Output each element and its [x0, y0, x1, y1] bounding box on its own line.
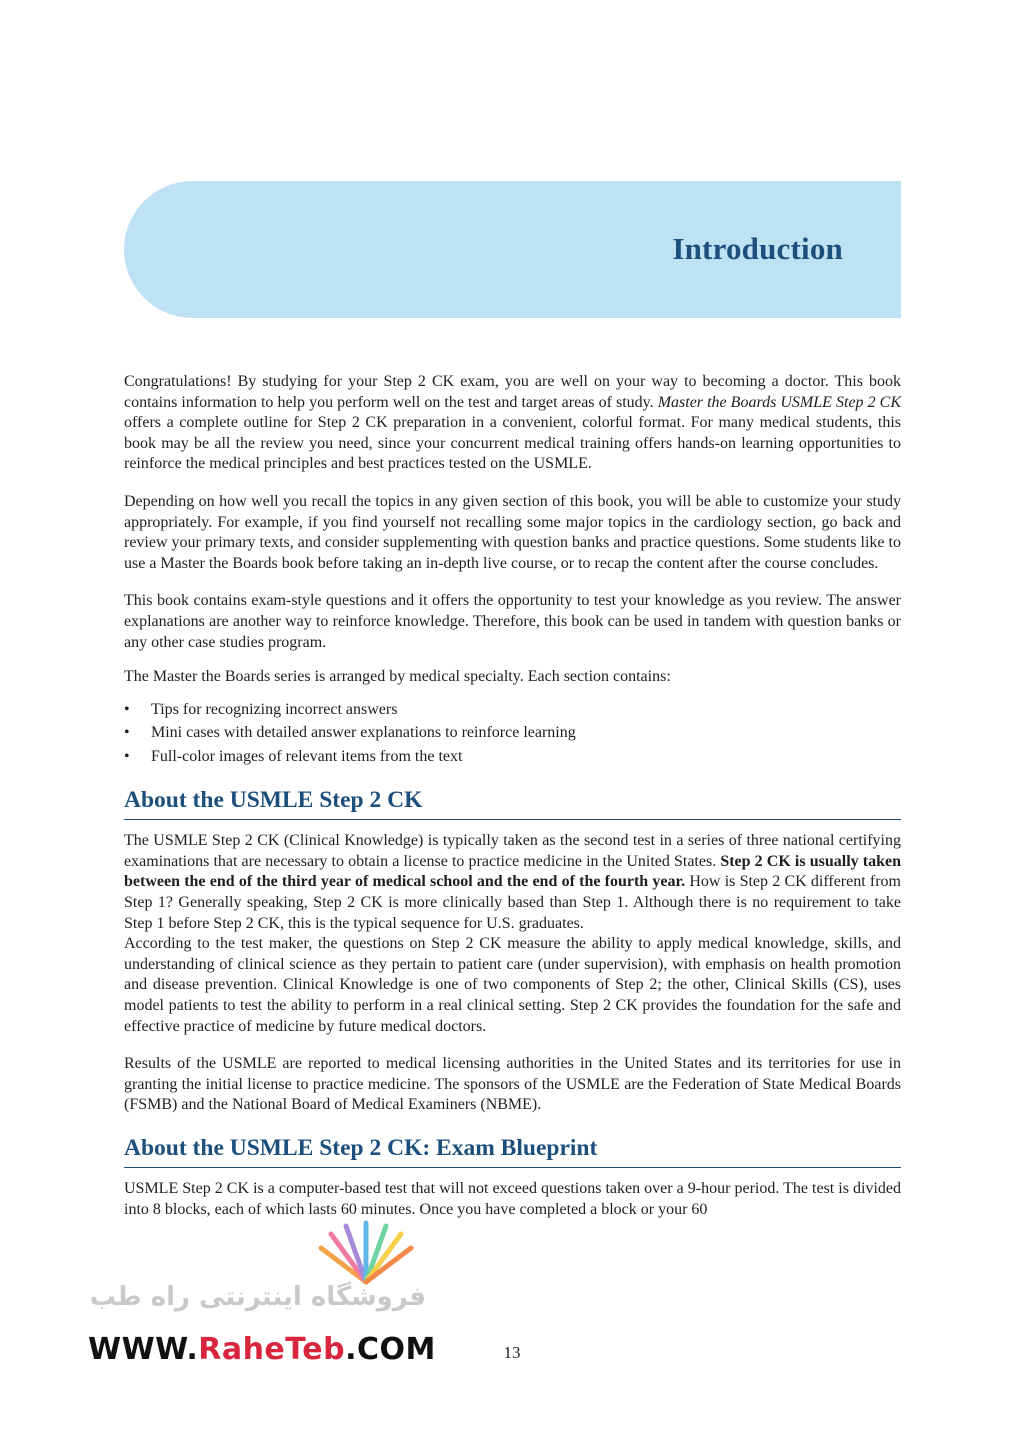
bullet-icon: • [124, 724, 130, 742]
intro-p1-text-cont: offers a complete outline for Step 2 CK preparation in a convenient, colorful format. For many medical students, this book may be all the review you need, since your concurrent medical training offers hands-on learning opportunities to reinforce the medical principles and best practices tested on the USMLE. [124, 414, 901, 473]
list-item [124, 698, 901, 722]
url-brand: RaheTeb [198, 1332, 346, 1367]
about-p1-bold: Step 2 CK is usually taken between the end of the third year of medical school and the end of the fourth year. [124, 852, 901, 891]
intro-paragraph-1 [124, 372, 901, 475]
chapter-title-banner [124, 181, 901, 318]
section-heading-about: About the USMLE Step 2 CK [124, 785, 901, 820]
list-item [124, 721, 901, 745]
chapter-title: Introduction [672, 231, 843, 266]
list-item-text: Tips for recognizing incorrect answers [151, 700, 398, 718]
intro-p1-text: Congratulations! By studying for your Step 2 CK exam, you are well on your way to becoming a doctor. This book contains information to help you perform well on the test and target areas of study. [124, 373, 901, 411]
book-title-italic: Master the Boards USMLE Step 2 CK [657, 393, 902, 411]
list-item [124, 745, 901, 769]
page-content [124, 372, 901, 1220]
url-prefix: WWW. [88, 1332, 199, 1367]
bullet-icon: • [124, 700, 130, 718]
about-paragraph-3: Results of the USMLE are reported to medical licensing authorities in the United States and its territories for use in granting the initial license to practice medicine. The sponsors of the USMLE are the Federation of State Medical Boards (FSMB) and the National Board of Medical Examiners (NBME). [124, 1055, 901, 1114]
about-paragraph-2: According to the test maker, the questions on Step 2 CK measure the ability to apply medical knowledge, skills, and understanding of clinical science as they pertain to patient care (under supervision), with emphasis on health promotion and disease prevention. Clinical Knowledge is one of two components of Step 2; the other, Clinical Skills (CS), uses model patients to test the ability to perform in a real clinical setting. Step 2 CK provides the foundation for the safe and effective practice of medicine by future medical doctors. [124, 935, 901, 1035]
blueprint-paragraph-1: USMLE Step 2 CK is a computer-based test that will not exceed questions taken over a 9-hour period. The test is divided into 8 blocks, each of which lasts 60 minutes. Once you have completed a block or your 60 [124, 1179, 901, 1218]
book-fan-logo-icon [311, 1220, 421, 1290]
watermark-persian-text: فروشگاه اینترنتی راه طب [89, 1282, 426, 1312]
feature-list [124, 698, 901, 769]
bullet-icon: • [124, 747, 130, 765]
list-item-text: Mini cases with detailed answer explanations to reinforce learning [151, 724, 576, 742]
watermark [86, 1220, 436, 1370]
about-paragraph-1 [124, 831, 901, 934]
intro-paragraph-2: Depending on how well you recall the topics in any given section of this book, you will be able to customize your study appropriately. For example, if you find yourself not recalling some major topics in the cardiology section, go back and review your primary texts, and consider supplementing with question banks and practice questions. Some students like to use a Master the Boards book before taking an in-depth live course, or to recap the content after the course concludes. [124, 492, 901, 572]
watermark-url [88, 1332, 436, 1367]
page-number: 13 [503, 1343, 521, 1362]
intro-paragraph-4: The Master the Boards series is arranged by medical specialty. Each section contains: [124, 668, 671, 686]
about-p1-text-cont: How is Step 2 CK different from Step 1? Generally speaking, Step 2 CK is more clinically based than Step 1. Although there is no requirement to take Step 1 before Step 2 CK, this is the typical sequence for U.S. graduates. [124, 873, 901, 932]
about-p1-text: The USMLE Step 2 CK (Clinical Knowledge) is typically taken as the second test in a series of three national certifying examinations that are necessary to obtain a license to practice medicine in the United States. [124, 832, 901, 870]
section-heading-blueprint: About the USMLE Step 2 CK: Exam Blueprint [124, 1133, 901, 1168]
list-item-text: Full-color images of relevant items from the text [151, 747, 463, 765]
intro-paragraph-3: This book contains exam-style questions and it offers the opportunity to test your knowledge as you review. The answer explanations are another way to reinforce knowledge. Therefore, this book can be used in tandem with question banks or any other case studies program. [124, 592, 901, 651]
url-suffix: .COM [345, 1332, 436, 1367]
